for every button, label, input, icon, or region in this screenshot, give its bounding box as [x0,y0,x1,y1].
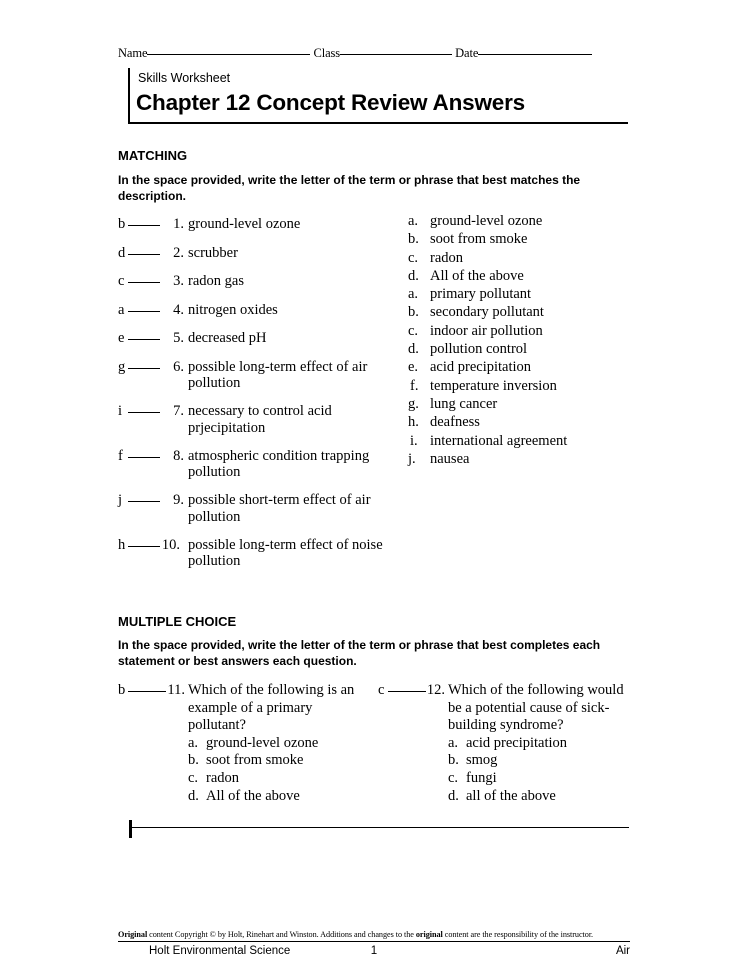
item-number: 3. [173,273,184,289]
option-text: acid precipitation [466,734,568,751]
choice-letter: f. [410,377,419,394]
bottom-bar [129,820,132,838]
name-field[interactable] [147,54,310,55]
choice-text: All of the above [430,267,524,284]
list-item[interactable] [188,788,373,806]
multiple-choice-question-12 [378,682,633,805]
choice-text: acid precipitation [430,359,532,376]
list-item[interactable] [448,735,633,753]
list-item [118,448,383,481]
option-text: soot from smoke [206,752,304,769]
list-item[interactable] [448,770,633,788]
option-list [188,735,373,805]
option-text: all of the above [466,787,556,804]
list-item [408,340,668,358]
item-text: decreased pH [188,330,267,346]
list-item [408,249,668,267]
list-item [118,245,383,262]
choice-letter: b. [408,231,419,248]
class-label: Class [313,46,341,60]
item-text: scrubber [188,244,238,261]
footer-book-title: Holt Environmental Science [149,945,291,957]
item-number: 4. [173,301,184,318]
list-item[interactable] [188,752,373,770]
option-text: radon [206,769,240,786]
option-letter: b. [448,752,459,769]
answer-blank[interactable]: e [118,330,164,347]
choice-text: lung cancer [430,395,498,412]
choice-letter: a. [408,213,419,229]
list-item [408,450,668,468]
choice-text: soot from smoke [430,231,528,248]
answer-blank[interactable]: i [118,403,164,420]
question-stem-row [378,682,633,735]
list-item [408,303,668,321]
item-number: 9. [173,492,184,508]
copyright-original-word: Original [118,930,148,939]
choice-text: primary pollutant [430,286,532,303]
choice-letter: j. [408,450,416,467]
item-text: possible long-term effect of noise pollution [188,536,383,569]
choice-text: nausea [430,450,470,467]
list-item [118,403,383,436]
list-item [118,330,383,347]
item-number: 1. [173,216,184,232]
option-list [448,735,633,805]
item-text: necessary to control acid prjecipitation [188,403,332,436]
choice-letter: c. [408,322,419,339]
list-item [408,395,668,413]
list-item [408,212,668,230]
choice-text: indoor air pollution [430,322,543,339]
title-left-bar [128,68,130,122]
choice-letter: a. [408,286,419,303]
choice-text: deafness [430,414,480,431]
item-number: 10. [161,536,180,553]
answer-blank[interactable]: c [378,682,426,700]
option-text: smog [466,752,498,769]
matching-choices-list [408,212,668,468]
list-item [118,537,383,570]
choice-text: temperature inversion [430,377,557,394]
item-number: 6. [173,358,184,375]
matching-instructions: In the space provided, write the letter of the term or phrase that best matches the description. [118,173,581,203]
choice-text: pollution control [430,341,528,358]
option-letter: b. [188,752,199,769]
copyright-notice [118,930,630,939]
option-letter: a. [188,734,199,751]
list-item [408,413,668,431]
choice-text: radon [430,249,464,266]
option-letter: d. [448,787,459,804]
item-number: 5. [173,330,184,346]
choice-letter: d. [408,267,419,284]
date-label: Date [455,46,479,60]
choice-text: international agreement [430,432,568,449]
item-number: 2. [173,244,184,261]
footer-page-number: 1 [370,945,378,957]
question-stem-row [118,682,373,735]
list-item [408,358,668,376]
multiple-choice-question-11 [118,682,373,805]
choice-letter: b. [408,304,419,321]
item-text: atmospheric condition trapping pollution [188,447,370,480]
answer-blank[interactable]: a [118,302,164,319]
list-item[interactable] [188,770,373,788]
answer-blank[interactable]: j [118,492,164,509]
list-item [118,216,383,233]
footer-unit-name: Air [615,945,630,957]
item-text: ground-level ozone [188,216,301,232]
question-number: 12. [426,682,445,698]
answer-blank[interactable]: h [118,537,164,554]
list-item [118,359,383,392]
footer-divider [118,941,630,942]
item-text: possible short-term effect of air pollution [188,492,371,525]
copyright-original-word-2: original [415,930,443,939]
list-item [408,322,668,340]
choice-letter: e. [408,359,419,376]
choice-text: ground-level ozone [430,213,543,229]
answer-blank[interactable]: b [118,216,164,233]
multiple-choice-heading: MULTIPLE CHOICE [118,614,237,629]
list-item [118,273,383,290]
choice-letter: h. [408,414,419,431]
choice-letter: g. [408,395,419,412]
list-item[interactable] [448,752,633,770]
answer-blank[interactable]: g [118,359,164,376]
item-number: 8. [173,447,184,464]
multiple-choice-instructions: In the space provided, write the letter of the term or phrase that best completes each statement or best answers each question. [118,638,601,668]
option-text: fungi [466,769,497,786]
page-title: Chapter 12 Concept Review Answers [136,90,525,115]
bottom-divider [129,827,629,828]
option-text: ground-level ozone [206,734,319,751]
list-item [118,492,383,525]
list-item [408,377,668,395]
choice-letter: d. [408,341,419,358]
matching-heading: MATCHING [118,148,188,163]
choice-letter: i. [410,432,418,449]
choice-text: secondary pollutant [430,304,544,321]
question-text: Which of the following is an example of a primary pollutant? [188,682,355,734]
student-info-line [118,46,630,61]
question-number: 11. [167,682,185,698]
title-divider [128,122,628,124]
class-field[interactable] [340,54,452,55]
list-item[interactable] [188,735,373,753]
option-letter: c. [448,769,459,786]
matching-items-list [118,216,383,581]
choice-letter: c. [408,249,419,266]
list-item[interactable] [448,788,633,806]
item-text: radon gas [188,273,244,289]
question-text: Which of the following would be a potential cause of sick-building syndrome? [448,682,624,734]
copyright-post-text: content are the responsibility of the instructor. [442,930,594,939]
item-text: possible long-term effect of air pollution [188,358,368,391]
answer-blank[interactable]: d [118,245,164,262]
copyright-mid-text: content Copyright © by Holt, Rinehart and Winston. Additions and changes to the [147,930,416,939]
option-letter: d. [188,787,199,804]
answer-blank[interactable]: f [118,448,164,465]
answer-blank[interactable]: c [118,273,164,290]
answer-blank[interactable]: b [118,682,166,700]
name-label: Name [118,46,148,60]
item-number: 7. [173,403,184,419]
list-item [408,432,668,450]
list-item [118,302,383,319]
skills-worksheet-label: Skills Worksheet [138,71,231,85]
option-text: All of the above [206,787,300,804]
list-item [408,285,668,303]
option-letter: c. [188,769,199,786]
list-item [408,267,668,285]
list-item [408,230,668,248]
item-text: nitrogen oxides [188,301,278,318]
option-letter: a. [448,734,459,751]
date-field[interactable] [478,54,592,55]
